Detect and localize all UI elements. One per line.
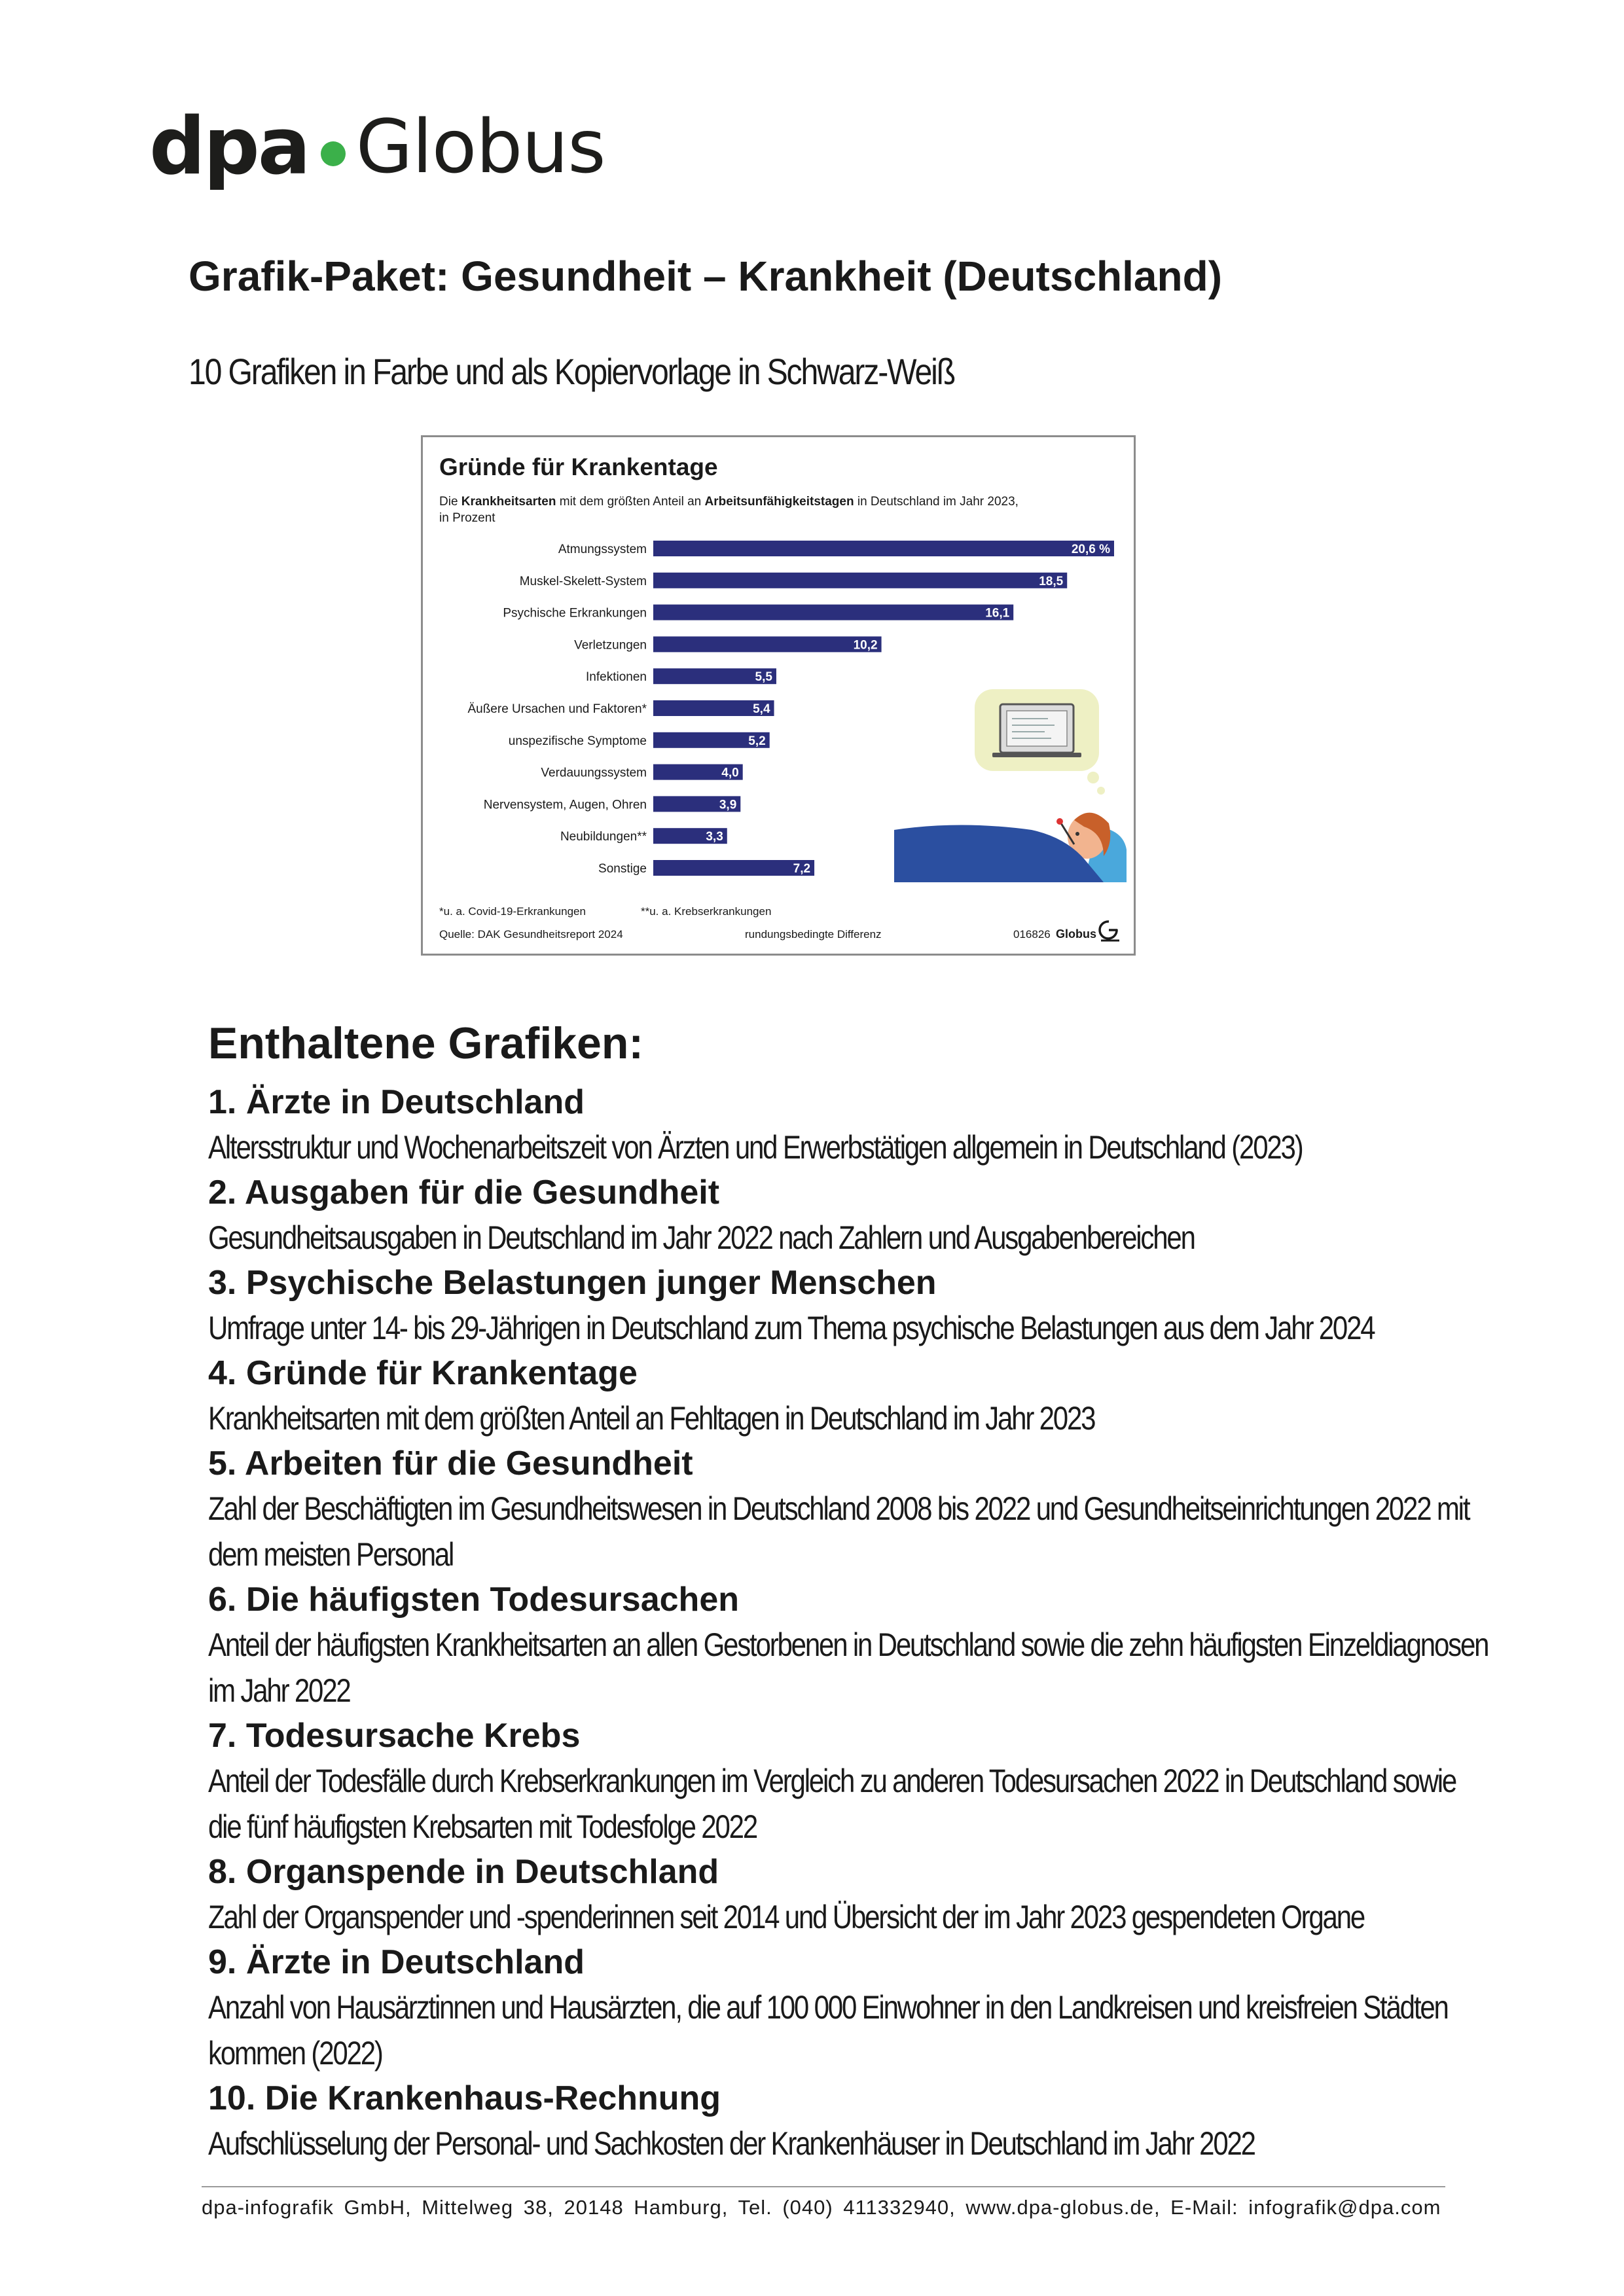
item-title: 1. Ärzte in Deutschland [208,1083,585,1121]
item-title: 5. Arbeiten für die Gesundheit [208,1444,693,1482]
list-item [208,1713,1491,1850]
chart-footnote-1: *u. a. Covid-19-Erkrankungen [439,905,586,918]
category-label: Muskel-Skelett-System [519,574,647,588]
chart-description: Die Krankheitsarten mit dem größten Anteil an Arbeitsunfähigkeitstagen in Deutschland im Jahr 2023, [439,495,1019,509]
thought-bubble-dot [1097,787,1105,795]
value-label: 5,2 [748,734,766,748]
category-label: Infektionen [586,670,647,685]
chart-title: Gründe für Krankentage [439,454,718,480]
page-title: Grafik-Paket: Gesundheit – Krankheit (Deutschland) [189,253,1222,300]
list-item [208,1170,1491,1261]
footer-divider [202,2186,1445,2187]
list-item [208,1441,1491,1577]
category-label: Psychische Erkrankungen [503,606,647,620]
chart-footnote-2: **u. a. Krebserkrankungen [641,905,772,918]
item-description: Krankheitsarten mit dem größten Anteil an Fehltagen in Deutschland im Jahr 2023 [208,1400,1095,1437]
item-title: 6. Die häufigsten Todesursachen [208,1581,740,1619]
thought-bubble-dot [1087,772,1099,783]
item-title: 7. Todesursache Krebs [208,1717,581,1755]
list-item [208,1850,1491,1940]
item-description: Anteil der Todesfälle durch Krebserkrankungen im Vergleich zu anderen Todesursachen 2022 in Deutschland sowie die fünf häufigsten Krebsarten mit Todesfolge 2022 [208,1763,1456,1845]
value-label: 7,2 [793,862,811,876]
item-description: Zahl der Beschäftigten im Gesundheitswesen in Deutschland 2008 bis 2022 und Gesundheitseinrichtungen 2022 mit dem meisten Personal [208,1490,1470,1573]
list-item [208,1351,1491,1441]
item-title: 9. Ärzte in Deutschland [208,1943,585,1981]
value-label: 5,4 [753,702,770,716]
logo-dot [321,141,346,166]
item-title: 8. Organspende in Deutschland [208,1853,719,1891]
item-title: 4. Gründe für Krankentage [208,1354,638,1392]
chart-rounding-note: rundungsbedingte Differenz [745,928,882,941]
chart-preview [421,435,1136,956]
value-label: 16,1 [985,606,1010,620]
dpa-globus-logo [149,92,605,203]
value-label: 3,9 [719,798,737,812]
list-item [208,1577,1491,1713]
bar [653,860,814,876]
list-item [208,1940,1491,2076]
item-description: Umfrage unter 14- bis 29-Jährigen in Deutschland zum Thema psychische Belastungen aus dem Jahr 2024 [208,1310,1375,1346]
bar [653,541,1114,556]
category-label: Verdauungssystem [541,766,647,780]
chart-source: Quelle: DAK Gesundheitsreport 2024 [439,928,623,941]
category-label: unspezifische Symptome [508,734,647,748]
graphics-list [208,1080,1491,2166]
value-label: 20,6 % [1071,543,1110,556]
chart-code: 016826 [1013,928,1051,941]
item-description: Altersstruktur und Wochenarbeitszeit von Ärzten und Erwerbstätigen allgemein in Deutschland (2023) [208,1129,1303,1166]
value-label: 10,2 [853,638,878,653]
item-description: Zahl der Organspender und -spenderinnen seit 2014 und Übersicht der im Jahr 2023 gespendeten Organe [208,1899,1365,1935]
chart-description-line2: in Prozent [439,511,496,525]
category-label: Verletzungen [574,638,647,653]
category-label: Atmungssystem [558,543,647,556]
item-title: 10. Die Krankenhaus-Rechnung [208,2079,721,2117]
bar-chart [423,437,1134,954]
illustration-sick-person [894,689,1127,882]
item-description: Aufschlüsselung der Personal- und Sachkosten der Krankenhäuser in Deutschland im Jahr 2022 [208,2125,1255,2162]
logo-dpa: dpa [149,101,309,192]
item-description: Anteil der häufigsten Krankheitsarten an allen Gestorbenen in Deutschland sowie die zehn häufigsten Einzeldiagnosen im Jahr 2022 [208,1626,1489,1709]
value-label: 18,5 [1039,574,1064,588]
logo-globus: Globus [355,105,605,190]
list-item [208,1261,1491,1351]
category-label: Sonstige [598,862,647,876]
list-item [208,1080,1491,1170]
category-label: Neubildungen** [560,830,647,844]
globus-logo-icon [1100,922,1119,941]
item-description: Anzahl von Hausärztinnen und Hausärzten, die auf 100 000 Einwohner in den Landkreisen und kreisfreien Städten kommen (2022) [208,1989,1448,2072]
page-subtitle: 10 Grafiken in Farbe und als Kopiervorlage in Schwarz-Weiß [189,351,954,392]
value-label: 4,0 [721,766,739,780]
category-label: Äußere Ursachen und Faktoren* [467,702,647,716]
bar [653,605,1013,620]
list-item [208,2076,1491,2166]
contents-title: Enthaltene Grafiken: [208,1018,644,1068]
bar [653,573,1067,588]
item-title: 3. Psychische Belastungen junger Menschen [208,1264,937,1302]
chart-brand: Globus [1056,927,1096,941]
footer-contact: dpa-infografik GmbH, Mittelweg 38, 20148 Hamburg, Tel. (040) 411332940, www.dpa-globus.de, E-Mail: infografik@dpa.com [202,2196,1441,2219]
item-title: 2. Ausgaben für die Gesundheit [208,1174,720,1211]
bar [653,636,882,652]
value-label: 3,3 [706,830,723,844]
laptop-icon [992,704,1081,757]
category-label: Nervensystem, Augen, Ohren [483,798,647,812]
value-label: 5,5 [755,670,772,685]
item-description: Gesundheitsausgaben in Deutschland im Jahr 2022 nach Zahlern und Ausgabenbereichen [208,1219,1195,1256]
